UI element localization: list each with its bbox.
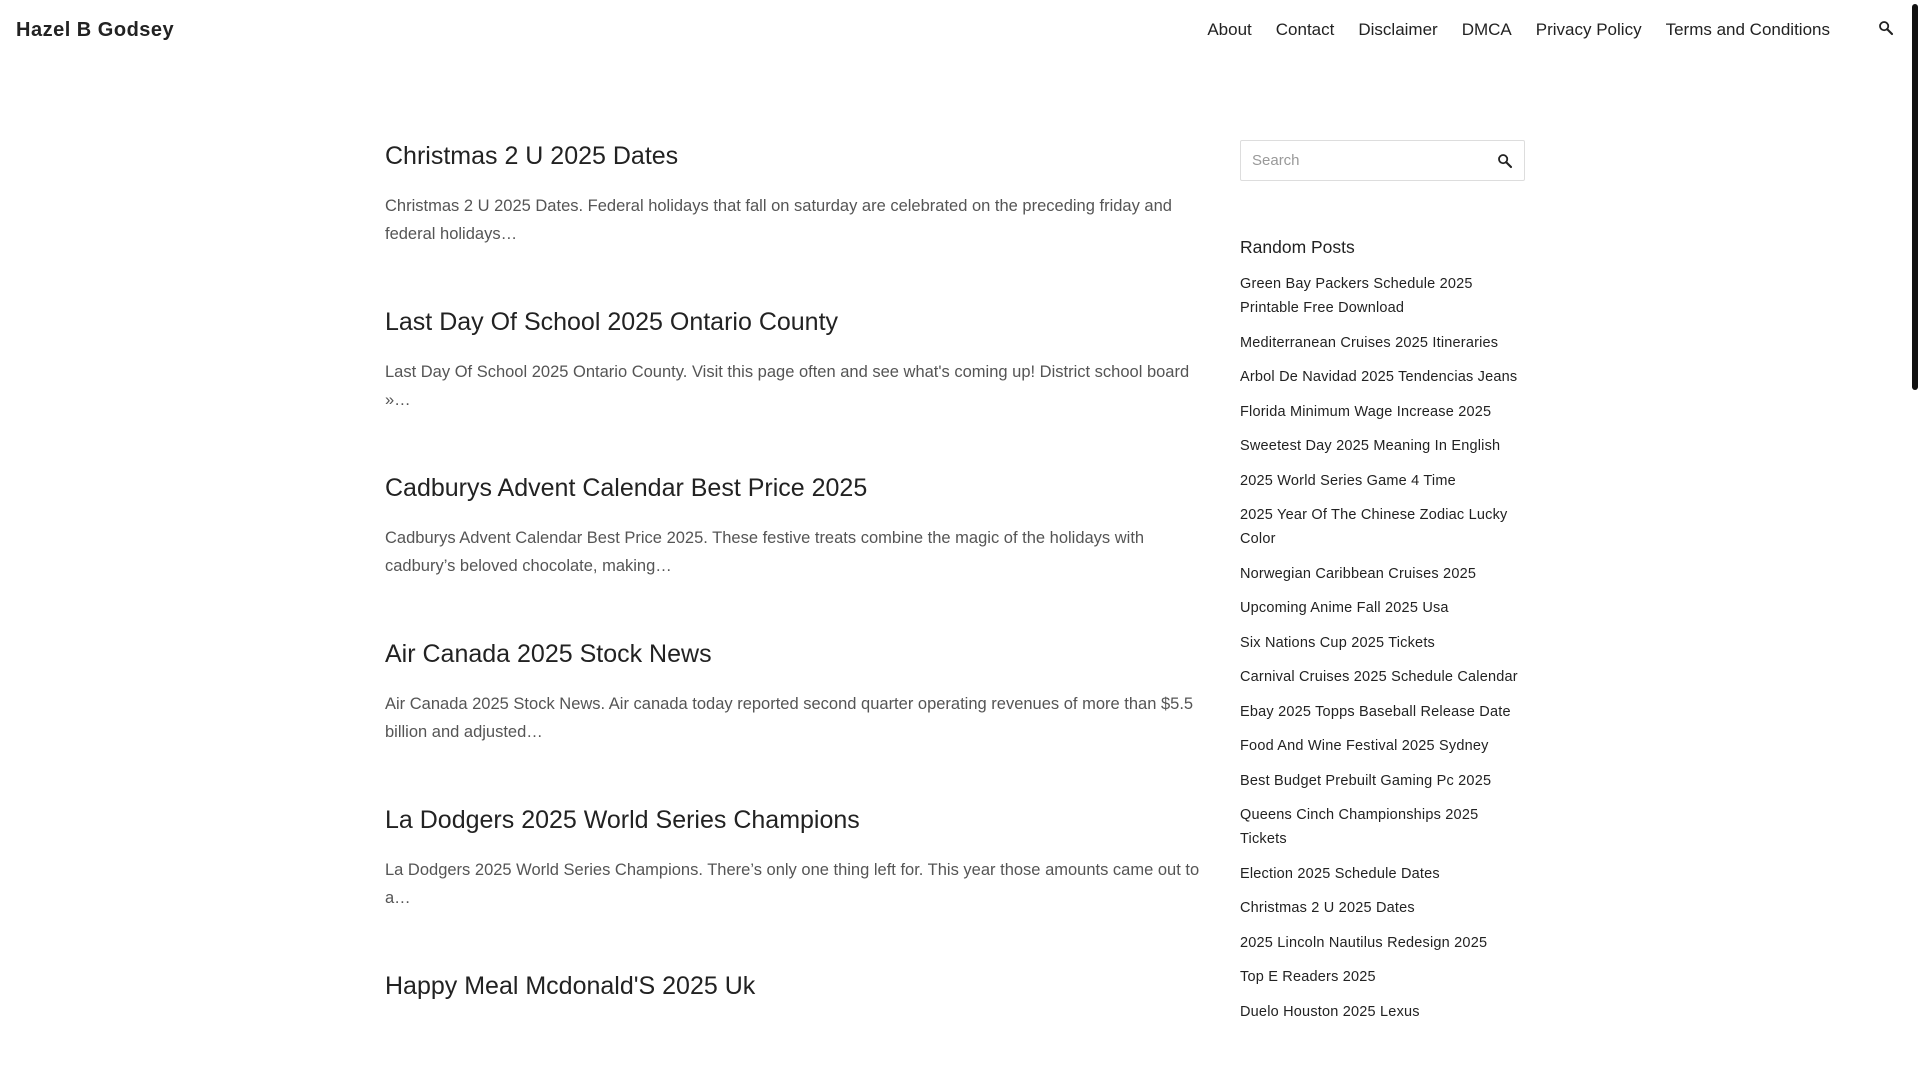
random-post-link[interactable]: Election 2025 Schedule Dates — [1240, 865, 1440, 882]
random-post-link[interactable]: Green Bay Packers Schedule 2025 Printable Free Download — [1240, 276, 1473, 316]
scrollbar-thumb[interactable] — [1912, 4, 1918, 390]
post-item — [385, 140, 1200, 248]
random-post-link[interactable]: Mediterranean Cruises 2025 Itineraries — [1240, 334, 1499, 351]
random-post-link[interactable]: Top E Readers 2025 — [1240, 969, 1376, 985]
nav-dmca[interactable]: DMCA — [1461, 20, 1512, 39]
sidebar-search-box — [1240, 140, 1525, 181]
post-excerpt: Air Canada 2025 Stock News. Air canada today reported second quarter operating revenues of more than $5.5 billion and adjusted… — [385, 695, 1194, 741]
random-post-link[interactable]: Duelo Houston 2025 Lexus — [1240, 1003, 1420, 1020]
post-title-link[interactable]: La Dodgers 2025 World Series Champions — [385, 806, 860, 834]
nav-disclaimer[interactable]: Disclaimer — [1358, 20, 1438, 39]
search-icon — [1496, 152, 1514, 170]
nav-terms-and-conditions[interactable]: Terms and Conditions — [1665, 20, 1830, 39]
random-post-link[interactable]: Carnival Cruises 2025 Schedule Calendar — [1240, 669, 1518, 685]
random-post-link[interactable]: Best Budget Prebuilt Gaming Pc 2025 — [1240, 772, 1492, 789]
nav-contact[interactable]: Contact — [1275, 20, 1335, 39]
post-item — [385, 804, 1200, 912]
random-post-link[interactable]: Christmas 2 U 2025 Dates — [1240, 900, 1415, 916]
post-title-link[interactable]: Cadburys Advent Calendar Best Price 2025 — [385, 474, 868, 502]
post-list — [385, 140, 1200, 1060]
random-post-link[interactable]: 2025 Year Of The Chinese Zodiac Lucky Color — [1240, 507, 1508, 547]
post-item — [385, 472, 1200, 580]
sidebar-search-button[interactable] — [1496, 152, 1514, 170]
random-post-link[interactable]: 2025 World Series Game 4 Time — [1240, 472, 1456, 489]
random-post-link[interactable]: 2025 Lincoln Nautilus Redesign 2025 — [1240, 934, 1488, 951]
post-item — [385, 970, 1200, 1002]
page-scrollbar[interactable] — [1910, 0, 1920, 1080]
sidebar — [1240, 140, 1525, 1034]
site-header — [0, 0, 1910, 60]
post-excerpt: Cadburys Advent Calendar Best Price 2025. These festive treats combine the magic of the holidays with cadbury’s beloved chocolate, making… — [385, 529, 1145, 575]
random-post-link[interactable]: Food And Wine Festival 2025 Sydney — [1240, 738, 1489, 754]
nav-about[interactable]: About — [1207, 20, 1252, 39]
random-posts-heading: Random Posts — [1240, 237, 1355, 257]
post-title-link[interactable]: Christmas 2 U 2025 Dates — [385, 142, 679, 170]
post-item — [385, 638, 1200, 746]
nav-privacy-policy[interactable]: Privacy Policy — [1535, 20, 1642, 39]
random-post-link[interactable]: Norwegian Caribbean Cruises 2025 — [1240, 565, 1477, 582]
main-nav — [1195, 18, 1842, 42]
random-post-link[interactable]: Florida Minimum Wage Increase 2025 — [1240, 403, 1492, 420]
post-excerpt: Christmas 2 U 2025 Dates. Federal holidays that fall on saturday are celebrated on the preceding friday and federal holidays… — [385, 197, 1172, 243]
random-posts-list — [1240, 272, 1525, 1024]
random-post-link[interactable]: Arbol De Navidad 2025 Tendencias Jeans — [1240, 369, 1518, 385]
post-title-link[interactable]: Last Day Of School 2025 Ontario County — [385, 308, 839, 336]
search-icon-glyph — [1877, 19, 1895, 37]
post-excerpt: Last Day Of School 2025 Ontario County. Visit this page often and see what's coming up! District school board »… — [385, 363, 1190, 409]
random-post-link[interactable]: Ebay 2025 Topps Baseball Release Date — [1240, 703, 1511, 720]
post-title-link[interactable]: Happy Meal Mcdonald'S 2025 Uk — [385, 972, 756, 1000]
post-excerpt: La Dodgers 2025 World Series Champions. There’s only one thing left for. This year those amounts came out to a… — [385, 861, 1200, 907]
site-title-link[interactable]: Hazel B Godsey — [16, 19, 175, 41]
post-item — [385, 306, 1200, 414]
random-post-link[interactable]: Queens Cinch Championships 2025 Tickets — [1240, 807, 1479, 847]
random-post-link[interactable]: Six Nations Cup 2025 Tickets — [1240, 634, 1435, 651]
random-post-link[interactable]: Sweetest Day 2025 Meaning In English — [1240, 438, 1501, 454]
search-icon[interactable] — [1877, 19, 1895, 37]
random-post-link[interactable]: Upcoming Anime Fall 2025 Usa — [1240, 600, 1449, 616]
sidebar-search-input[interactable] — [1241, 141, 1481, 180]
post-title-link[interactable]: Air Canada 2025 Stock News — [385, 640, 712, 668]
